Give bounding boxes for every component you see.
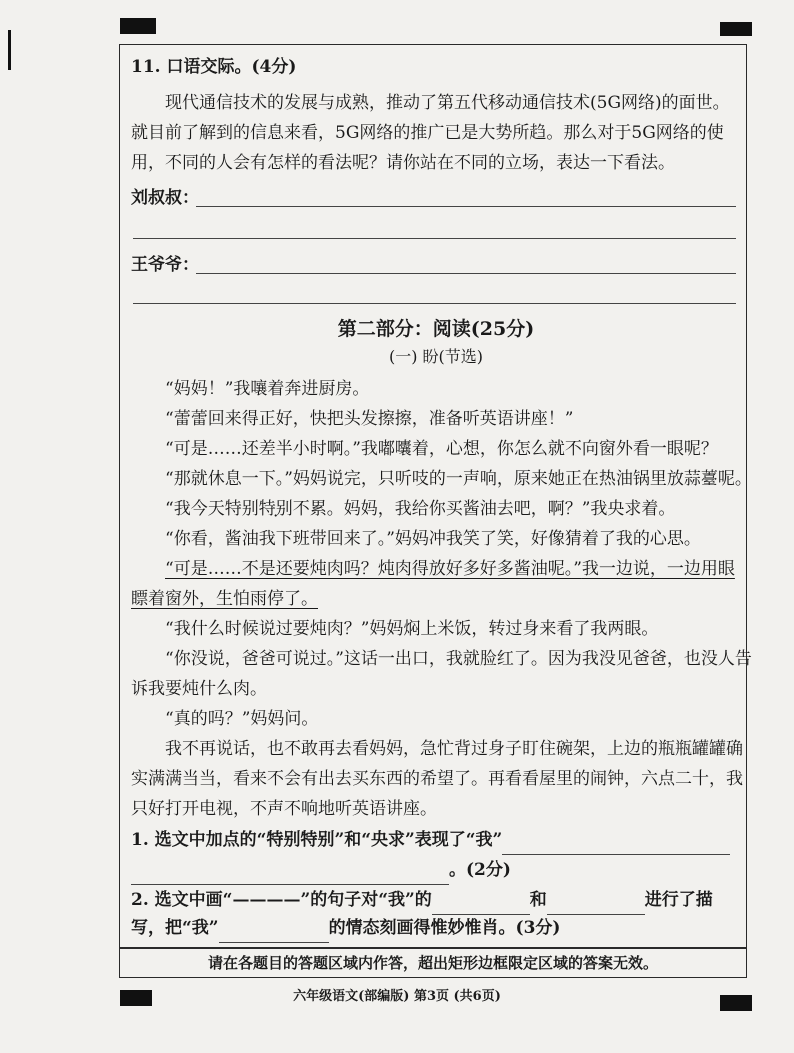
story-line-11: 诉我要炖什么肉。 [131,679,267,699]
q11-paragraph-1: 现代通信技术的发展与成熟，推动了第五代移动通信技术(5G网络)的面世。 [165,93,730,113]
answer-area-notice: 请在各题目的答题区域内作答，超出矩形边框限定区域的答案无效。 [119,948,747,978]
emphasized-word-tebie: 特别特别 [224,499,293,519]
alignment-mark-top-right [720,22,752,36]
story-line-9: “我什么时候说过要炖肉？”妈妈焖上米饭，转过身来看了我两眼。 [165,619,659,639]
question-1-answer-blank-b[interactable] [131,866,449,885]
question-1-line-1: 1. 选文中加点的“特别特别”和“央求”表现了“我” [131,825,741,855]
story-line-1: “妈妈！”我嚷着奔进厨房。 [165,379,370,399]
answer-line-uncle-liu-2[interactable] [133,238,736,239]
answer-label-uncle-liu: 刘叔叔： [131,188,199,208]
story-line-13: 我不再说话，也不敢再去看妈妈，急忙背过身子盯住碗架，上边的瓶瓶罐罐确 [165,739,743,759]
story-line-2: “蕾蕾回来得正好，快把头发擦擦，准备听英语讲座！” [165,409,574,429]
question-2-line-2: 写，把“我” 的情态刻画得惟妙惟肖。(3分) [131,913,741,943]
story-line-3: “可是……还差半小时啊。”我嘟囔着，心想，你怎么就不向窗外看一眼呢？ [165,439,718,459]
answer-line-grandpa-wang-1[interactable] [196,273,736,274]
question-1-line-2: 。(2分) [131,855,741,885]
story-line-8 [131,584,741,614]
question-2-answer-blank-c[interactable] [219,924,329,943]
story-line-15: 只好打开电视，不声不响地听英语讲座。 [131,799,437,819]
emphasized-word-yangqiu: 央求 [607,499,642,519]
part2-title: 第二部分：阅读(25分) [337,318,535,340]
story-line-5: “我今天特别特别不累。妈妈，我给你买酱油去吧，啊？”我央求着。 [165,499,676,519]
story-line-14: 实满满当当，看来不会有出去买东西的希望了。再看看屋里的闹钟，六点二十，我 [131,769,743,789]
story-line-10: “你没说，爸爸可说过。”这话一出口，我就脸红了。因为我没见爸爸，也没人告 [165,649,752,669]
passage-title: (一) 盼(节选) [388,347,484,366]
story-line-4: “那就休息一下。”妈妈说完，只听吱的一声响，原来她正在热油锅里放蒜薹呢。 [165,469,752,489]
underlined-sentence-part-1: “可是……不是还要炖肉吗？炖肉得放好多好多酱油呢。” [165,559,582,579]
underlined-sentence-part-2: 我一边说，一边用眼 [581,559,735,579]
story-line-12: “真的吗？”妈妈问。 [165,709,319,729]
story-line-7 [131,554,741,584]
q11-paragraph-3: 用，不同的人会有怎样的看法呢？请你站在不同的立场，表达一下看法。 [131,153,675,173]
question-1-answer-blank-a[interactable] [502,836,730,855]
story-line-6: “你看，酱油我下班带回来了。”妈妈冲我笑了笑，好像猜着了我的心思。 [165,529,701,549]
alignment-mark-top-left [120,18,156,34]
underlined-sentence-part-3: 瞟着窗外，生怕雨停了。 [131,589,318,609]
question-2-line-1: 2. 选文中画“————”的句子对“我”的 和 进行了描 [131,885,741,915]
binding-edge-mark [8,30,11,70]
page-footer: 六年级语文(部编版) 第3页 (共6页) [293,989,501,1004]
answer-line-grandpa-wang-2[interactable] [133,303,736,304]
q11-title: 11. 口语交际。(4分) [131,57,297,77]
answer-line-uncle-liu-1[interactable] [196,206,736,207]
q11-paragraph-2: 就目前了解到的信息来看，5G网络的推广已是大势所趋。那么对于5G网络的使 [131,123,724,143]
answer-label-grandpa-wang: 王爷爷： [131,255,199,275]
